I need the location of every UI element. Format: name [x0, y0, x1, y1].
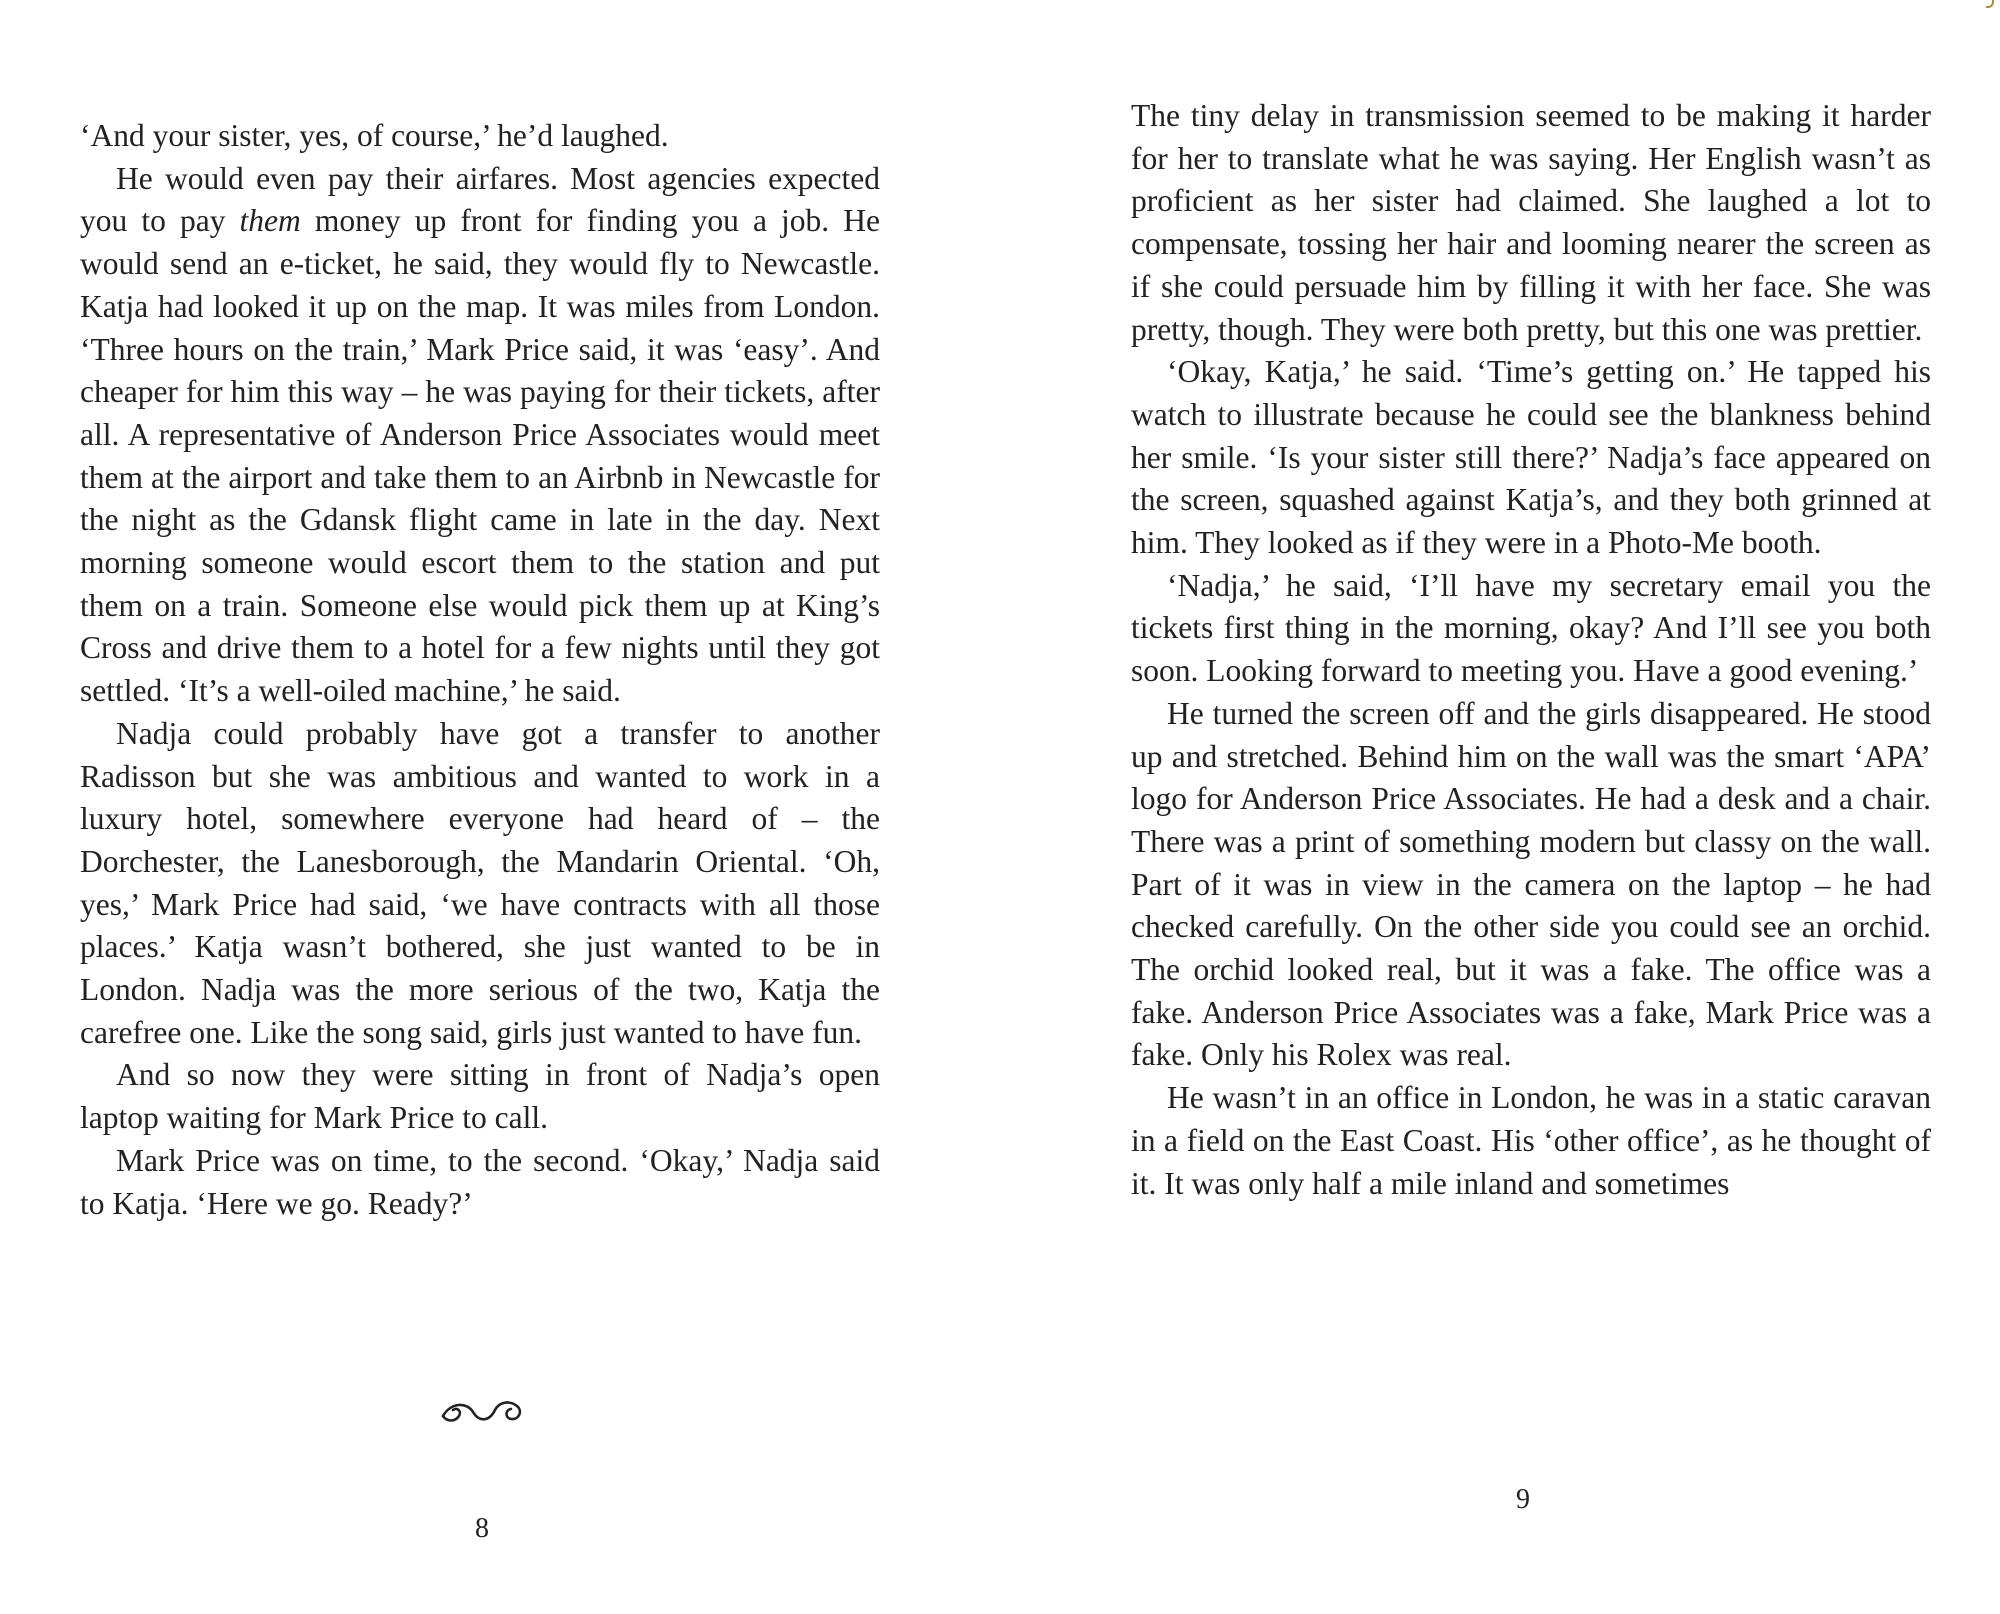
- paragraph: ‘And your sister, yes, of course,’ he’d laughed.: [80, 118, 669, 153]
- paragraph: [80, 158, 880, 713]
- paragraph-text: He would even pay their airfares. Most agencies expected you to pay: [80, 160, 880, 239]
- paragraph: ‘Nadja,’ he said, ‘I’ll have my secretary email you the tickets first thing in the morning, okay? And I’ll see you both soon. Looking forward to meeting you. Have a good evening.’: [1131, 567, 1931, 689]
- paragraph: And so now they were sitting in front of Nadja’s open laptop waiting for Mark Price to call.: [80, 1057, 880, 1136]
- paragraph: He wasn’t in an office in London, he was in a static caravan in a field on the East Coast. His ‘other office’, as he thought of it. It was only half a mile inland and sometimes: [1131, 1080, 1931, 1201]
- corner-mark: [1986, 0, 1994, 8]
- section-break-flourish-icon: [437, 1392, 527, 1432]
- paragraph-text: money up front for finding you a job. He would send an e-ticket, he said, they would fly to Newcastle. Katja had looked it up on the map. It was miles from London. ‘Three hours on the train,’ Mark Price said, it was ‘easy’. And cheaper for him this way – he was paying for their tickets, after all. A representative of Anderson Price Associates would meet them at the airport and take them to an Airbnb in Newcastle for the night as the Gdansk flight came in late in the day. Next morning someone would escort them to the station and put them on a train. Someone else would pick them up at King’s Cross and drive them to a hotel for a few nights until they got settled. ‘It’s a well-oiled machine,’ he said.: [80, 203, 880, 709]
- page-number: 8: [475, 1513, 489, 1544]
- right-page: [1000, 0, 2000, 1614]
- right-text-column: [1131, 95, 1931, 1205]
- paragraph: He turned the screen off and the girls disappeared. He stood up and stretched. Behind him on the wall was the smart ‘APA’ logo for Anderson Price Associates. He had a desk and a chair. There was a print of something modern but classy on the wall. Part of it was in view in the camera on the laptop – he had checked carefully. On the other side you could see an orchid. The orchid looked real, but it was a fake. The office was a fake. Anderson Price Associates was a fake, Mark Price was a fake. Only his Rolex was real.: [1131, 695, 1931, 1073]
- paragraph: Mark Price was on time, to the second. ‘Okay,’ Nadja said to Katja. ‘Here we go. Ready?’: [80, 1142, 880, 1221]
- italic-emphasis: them: [239, 203, 301, 239]
- left-text-column: [80, 115, 880, 1225]
- page-number: 9: [1516, 1484, 1530, 1515]
- paragraph: Nadja could probably have got a transfer to another Radisson but she was ambitious and wanted to work in a luxury hotel, somewhere everyone had heard of – the Dorchester, the Lanesborough, the Mandarin Oriental. ‘Oh, yes,’ Mark Price had said, ‘we have contracts with all those places.’ Katja wasn’t bothered, she just wanted to be in London. Nadja was the more serious of the two, Katja the carefree one. Like the song said, girls just wanted to have fun.: [80, 715, 880, 1050]
- paragraph: ‘Okay, Katja,’ he said. ‘Time’s getting on.’ He tapped his watch to illustrate because he could see the blankness behind her smile. ‘Is your sister still there?’ Nadja’s face appeared on the screen, squashed against Katja’s, and they both grinned at him. They looked as if they were in a Photo-Me booth.: [1131, 354, 1931, 561]
- paragraph: The tiny delay in transmission seemed to be making it harder for her to translate what he was saying. Her English wasn’t as proficient as her sister had claimed. She laughed a lot to compensate, tossing her hair and looming nearer the screen as if she could persuade him by filling it with her face. She was pretty, though. They were both pretty, but this one was prettier.: [1131, 98, 1931, 347]
